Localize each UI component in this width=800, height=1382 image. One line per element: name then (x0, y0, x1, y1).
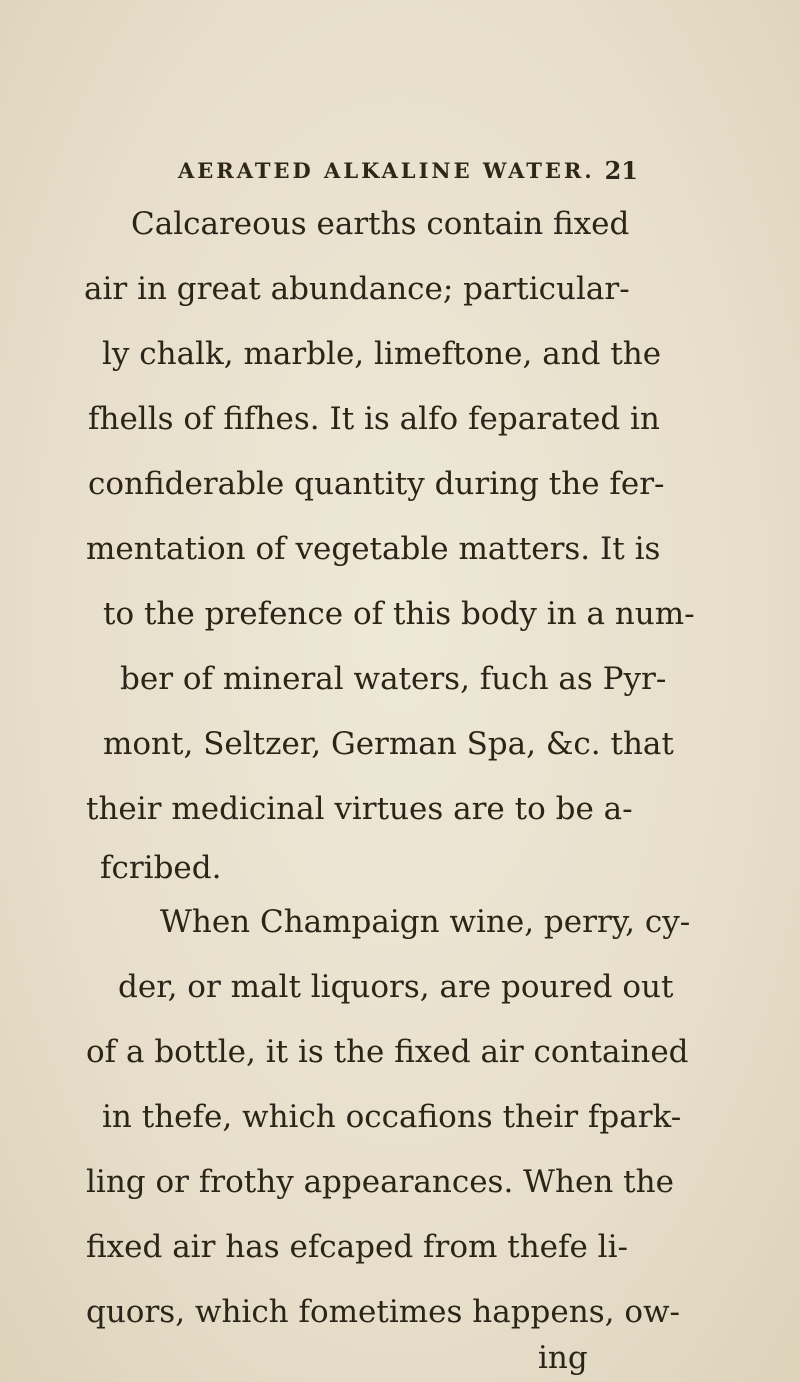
text-line: mentation of vegetable matters. It is (86, 531, 661, 567)
running-head: AERATED ALKALINE WATER. (178, 158, 595, 183)
text-line: confiderable quantity during the fer- (88, 466, 665, 502)
text-line: air in great abundance; particular- (84, 271, 630, 307)
text-line: Calcareous earths contain fixed (131, 206, 630, 242)
text-line: ber of mineral waters, fuch as Pyr- (120, 661, 667, 697)
text-line: quors, which fometimes happens, ow- (86, 1294, 680, 1330)
page-number: 21 (604, 156, 638, 185)
text-line: ly chalk, marble, limeftone, and the (102, 336, 662, 372)
text-line: fhells of fifhes. It is alfo feparated in (88, 401, 660, 437)
catchword: ing (538, 1340, 588, 1376)
text-line: ling or frothy appearances. When the (86, 1164, 674, 1200)
text-line: their medicinal virtues are to be a- (86, 791, 633, 827)
page-header (178, 150, 648, 190)
text-line: to the prefence of this body in a num- (103, 596, 695, 632)
text-line: of a bottle, it is the fixed air contained (86, 1034, 689, 1070)
text-line: der, or malt liquors, are poured out (118, 969, 674, 1005)
text-line: in thefe, which occafions their fpark- (102, 1099, 682, 1135)
text-line: mont, Seltzer, German Spa, &c. that (103, 726, 674, 762)
text-line: fcribed. (100, 850, 222, 886)
text-line: fixed air has efcaped from thefe li- (86, 1229, 628, 1265)
text-line: When Champaign wine, perry, cy- (160, 904, 691, 940)
